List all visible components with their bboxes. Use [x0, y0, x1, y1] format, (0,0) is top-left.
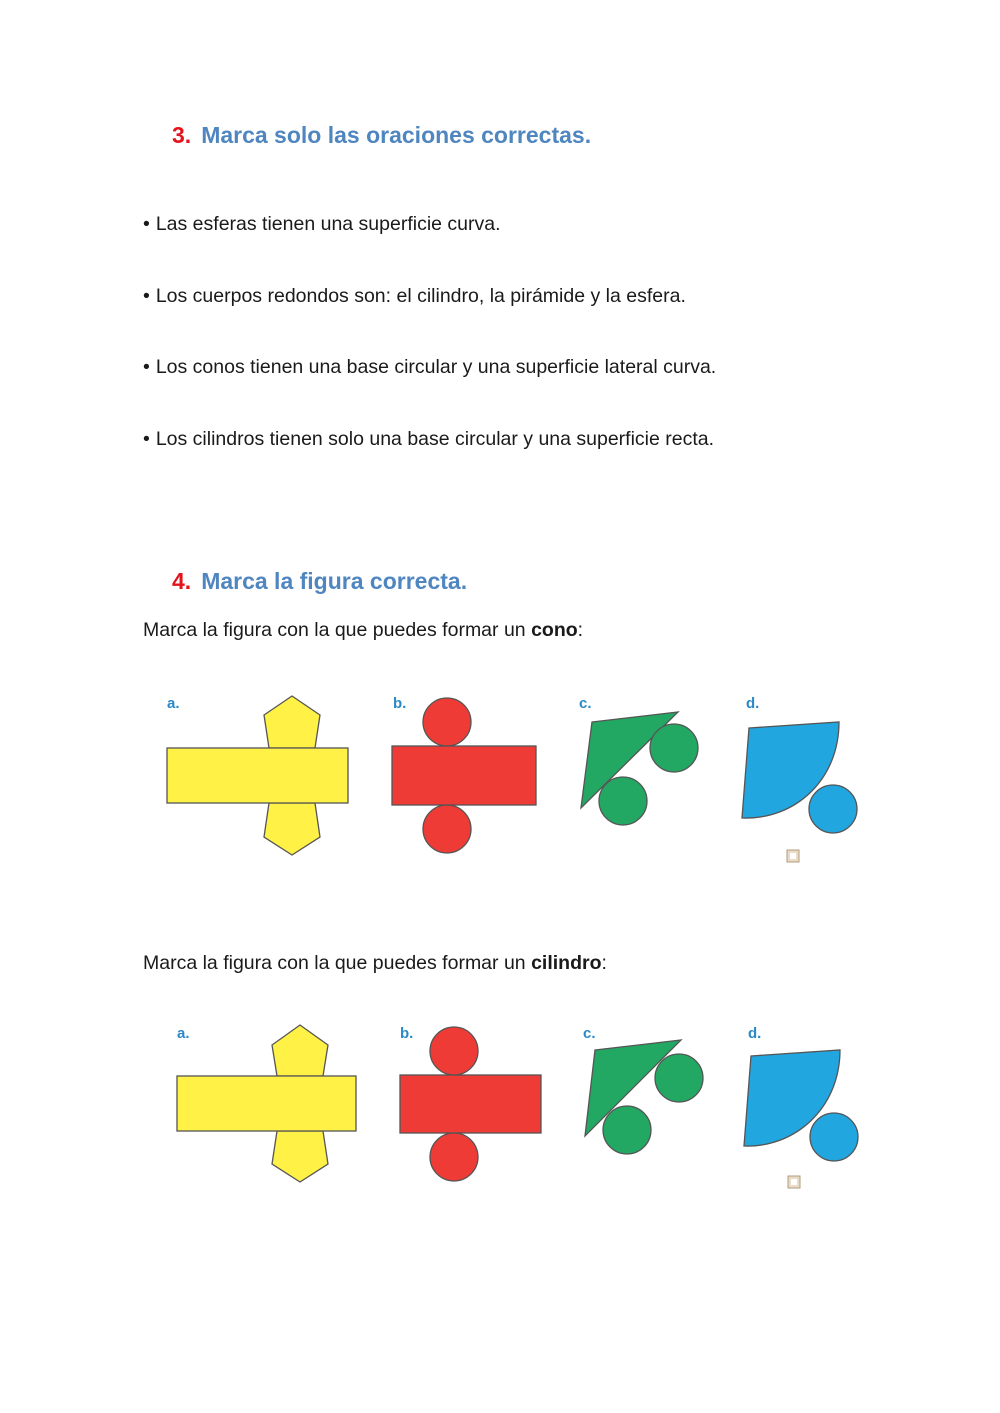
shape-net-cylinder-icon	[400, 1027, 541, 1181]
cone-figure-options	[145, 680, 875, 880]
bullet: •	[143, 285, 150, 307]
bullet: •	[143, 213, 150, 235]
statement-text: Los cuerpos redondos son: el cilindro, la pirámide y la esfera.	[155, 285, 686, 307]
option-b[interactable]	[400, 1025, 541, 1181]
shape-net-wrong-cone-icon	[585, 1040, 703, 1154]
option-b[interactable]	[392, 695, 536, 853]
cylinder-question-prompt	[143, 952, 607, 975]
section-3-title: Marca solo las oraciones correctas.	[201, 122, 592, 148]
shape-net-pentagonal-prism-icon	[167, 696, 348, 855]
prompt-text: Marca la figura con la que puedes formar un	[143, 619, 532, 641]
statement-2[interactable]	[143, 285, 686, 308]
option-label: c.	[583, 1025, 596, 1042]
bullet: •	[143, 428, 150, 450]
prompt-colon: :	[577, 619, 584, 641]
option-label: c.	[579, 695, 592, 712]
option-c[interactable]	[579, 695, 698, 825]
option-label: d.	[746, 695, 760, 712]
shape-net-cylinder-icon	[392, 698, 536, 853]
prompt-keyword: cilindro	[531, 952, 602, 974]
option-label: b.	[400, 1025, 414, 1042]
option-d[interactable]	[744, 1025, 858, 1188]
statement-text: Los conos tienen una base circular y una superficie lateral curva.	[155, 356, 717, 378]
option-label: b.	[393, 695, 407, 712]
option-label: d.	[748, 1025, 762, 1042]
section-4-number: 4.	[172, 568, 192, 594]
section-4-heading	[172, 568, 467, 595]
statement-4[interactable]	[143, 428, 714, 451]
prompt-colon: :	[601, 952, 607, 974]
bullet: •	[143, 356, 150, 378]
section-3-number: 3.	[172, 122, 192, 148]
option-label: a.	[177, 1025, 190, 1042]
shape-net-cone-icon	[742, 722, 857, 833]
statement-3[interactable]	[143, 356, 716, 379]
shape-net-cone-icon	[744, 1050, 858, 1161]
option-d[interactable]	[742, 695, 857, 862]
statement-1[interactable]	[143, 213, 501, 236]
small-stamp-icon	[787, 850, 799, 862]
prompt-keyword: cono	[531, 619, 578, 641]
cone-question-prompt	[143, 619, 583, 642]
section-4-title: Marca la figura correcta.	[201, 568, 468, 594]
option-a[interactable]	[167, 695, 348, 855]
section-3-heading	[172, 122, 591, 149]
shape-net-pentagonal-prism-icon	[177, 1025, 356, 1182]
statement-text: Los cilindros tienen solo una base circular y una superficie recta.	[155, 428, 715, 450]
shape-net-wrong-cone-icon	[581, 712, 698, 825]
cylinder-figure-options	[145, 1010, 875, 1210]
option-a[interactable]	[177, 1025, 356, 1182]
statement-text: Las esferas tienen una superficie curva.	[155, 213, 501, 235]
option-label: a.	[167, 695, 180, 712]
option-c[interactable]	[583, 1025, 703, 1154]
small-stamp-icon	[788, 1176, 800, 1188]
prompt-text: Marca la figura con la que puedes formar un	[143, 952, 532, 974]
